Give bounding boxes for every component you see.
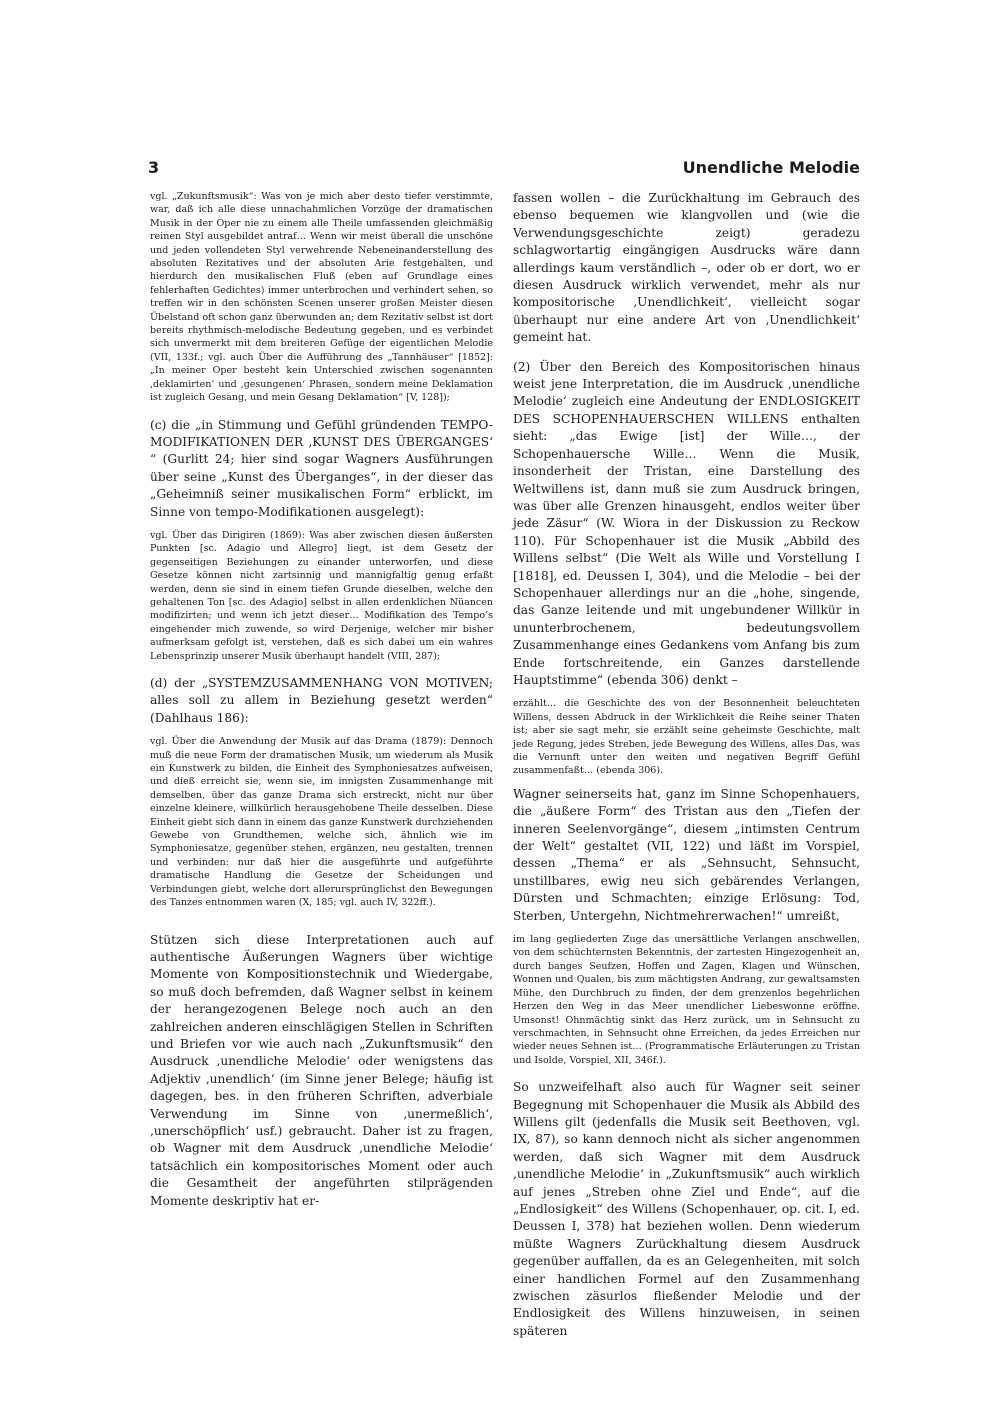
quote-zukunftsmusik: vgl. „Zukunftsmusik“: Was von je mich aber desto tiefer verstimmte, war, daß ich alle diese unnachahmlichen Vorzüge der dramatischen Musik in der Oper nie zu einem alle Theile umfassenden gleichmäßig reinen Styl ausgebildet antraf… Wenn wir meist überall die unschöne und jeden vollendeten Styl verwehrende Nebeneinanderstellung des absoluten Rezitatives und der absoluten Arie festgehalten, und hierdurch den musikalischen Fluß (eben auf Grundlage eines fehlerhaften Gedichtes) immer unterbrochen und verhindert sehen, so treffen wir in den schönsten Scenen unserer großen Meister diesen Übelstand oft schon ganz überwunden an; dem Rezitativ selbst ist dort bereits rhythmisch-melodische Bedeutung gegeben, und es verbindet sich unvermerkt mit dem breiteren Gefüge der eigentlichen Melodie (VII, 133f.; vgl. auch Über die Aufführung des „Tannhäuser“ [1852]: „In meiner Oper besteht kein Unterschied zwischen sogenannten ‚deklamirten‘ und ‚gesungenen‘ Phrasen, sondern meine Deklamation ist zugleich Gesang, und mein Gesang Deklamation“ [V, 128]); (150, 191, 493, 404)
paragraph-continuation: fassen wollen – die Zurückhaltung im Gebrauch des ebenso bequemen wie klangvollen und (wie die Verwendungsgeschichte zeigt) geradezu schlagwortartig eingängigen Ausdrucks wäre dann allerdings kaum verständlich –, oder ob er dort, wo er diesen Ausdruck wirklich verwendet, mehr als nur kompositorische ‚Unendlichkeit‘, vielleicht sogar überhaupt nur eine andere Art von ‚Unendlichkeit‘ gemeint hat. (513, 191, 860, 345)
point-d-paragraph: (d) der „SYSTEMZUSAMMENHANG VON MOTIVEN; alles soll zu allem in Beziehung gesetzt werden“ (Dahlhaus 186): (150, 676, 493, 725)
quote-anwendung: vgl. Über die Anwendung der Musik auf das Drama (1879): Dennoch muß die neue Form der dramatischen Musik, um wiederum als Musik ein Kunstwerk zu bilden, die Einheit des Symphoniesatzes aufweisen, und dieß erreicht sie, wenn sie, im innigsten Zusammenhange mit demselben, über das ganze Drama sich erstreckt, nicht nur über einzelne kleinere, willkürlich herausgehobene Theile desselben. Diese Einheit giebt sich dann in einem das ganze Kunstwerk durchziehenden Gewebe von Grundthemen, welche sich, ähnlich wie im Symphoniesatze, gegenüber stehen, ergänzen, neu gestalten, trennen und verbinden: nur daß hier die ausgeführte und aufgeführte dramatische Handlung die Gesetze der Scheidungen und Verbindungen giebt, welche dort allerursprünglichst den Bewegungen des Tanzes entnommen waren (X, 185; vgl. auch IV, 322ff.). (150, 736, 493, 909)
running-title: Unendliche Melodie (682, 158, 860, 177)
paragraph-so: So unzweifelhaft also auch für Wagner seit seiner Begegnung mit Schopenhauer die Musik als Abbild des Willens gilt (jedenfalls die Musik seit Beethoven, vgl. IX, 87), so kann dennoch nicht als sicher angenommen werden, daß sich Wagner mit dem Ausdruck ‚unendliche Melodie‘ in „Zukunftsmusik“ auch wirklich auf jenes „Streben ohne Ziel und Ende“, auf die „Endlosigkeit“ des Willens (Schopenhauer, op. cit. I, ed. Deussen I, 378) hat beziehen wollen. Denn wiederum müßte Wagners Zurückhaltung diesem Ausdruck gegenüber auffallen, da es an Gelegenheiten, mit solch einer handlichen Formel auf den Zusammenhang zwischen zäsurlos fließender Melodie und der Endlosigkeit des Willens hinzuweisen, in seinen späteren (513, 1080, 860, 1338)
right-column (513, 190, 860, 1340)
page-number: 3 (148, 158, 160, 177)
quote-dirigiren: vgl. Über das Dirigiren (1869): Was aber zwischen diesen äußersten Punkten [sc. Adagio und Allegro] liegt, ist dem Gesetz der gegenseitigen Beziehungen zu einander unterworfen, und diese Gesetze können nicht zartsinnig und mannigfaltig genug erfaßt werden, denn sie sind in einem tiefen Grunde dieselben, welche den gehaltenen Ton [sc. des Adagio] selbst in allen erdenklichen Nüancen modifizirten; und wenn ich jetzt dieser… Modifikation des Tempo’s eingehender mich zuwende, so wird Derjenige, welcher mir bisher aufmerksam gefolgt ist, verstehen, daß es sich dabei um ein wahres Lebensprinzip unserer Musik überhaupt handelt (VIII, 287); (150, 529, 493, 662)
paragraph-wagner: Wagner seinerseits hat, ganz im Sinne Schopenhauers, die „äußere Form“ des Tristan aus den „Tiefen der inneren Seelenvorgänge“, diesem „intimsten Centrum der Welt“ gestaltet (VII, 122) und läßt im Vorspiel, dessen „Thema“ er als „Sehnsucht, Sehnsucht, unstillbares, ewig neu sich gebärendes Verlangen, Dürsten und Schmachten; einzige Erlösung: Tod, Sterben, Untergehn, Nichtmehrerwachen!“ umreißt, (513, 786, 860, 923)
paragraph-stuetzen: Stützen sich diese Interpretationen auch auf authentische Äußerungen Wagners über wichtige Momente von Kompositionstechnik und Wiedergabe, so muß doch befremden, daß Wagner selbst in keinem der herangezogenen Belege noch auch an den zahlreichen anderen einschlägigen Stellen in Schriften und Briefen vor wie auch nach „Zukunftsmusik“ den Ausdruck ‚unendliche Melodie‘ oder wenigstens das Adjektiv ‚unendlich‘ (im Sinne jener Belege; häufig ist dagegen, bes. in den früheren Schriften, adverbiale Verwendung im Sinne von ‚unermeßlich‘, ‚unerschöpflich‘ usf.) gebraucht. Daher ist zu fragen, ob Wagner mit dem Ausdruck ‚unendliche Melodie‘ tatsächlich ein kompositorisches Moment oder auch die Gesamtheit der angeführten stilprägenden Momente deskriptiv hat er- (150, 932, 493, 1208)
quote-tristan: im lang gegliederten Zuge das unersättliche Verlangen anschwellen, von dem schüchternsten Bekenntnis, der zartesten Hingezogenheit an, durch banges Seufzen, Hoffen und Zagen, Klagen und Wünschen, Wonnen und Qualen, bis zum mächtigsten Andrang, zur gewaltsamsten Mühe, den Durchbruch zu finden, der dem grenzenlos begehrlichen Herzen den Weg in das Meer unendlicher Liebeswonne eröffne. Umsonst! Ohnmächtig sinkt das Herz zurück, um in Sehnsucht zu verschmachten, in Sehnsucht ohne Erreichen, da jedes Erreichen nur wieder neues Sehnen ist… (Programmatische Erläuterungen zu Tristan und Isolde, Vorspiel, XII, 346f.). (513, 934, 860, 1066)
page-header (148, 158, 860, 180)
quote-schopenhauer: erzählt… die Geschichte des von der Besonnenheit beleuchteten Willens, dessen Abdruck in der Wirklichkeit die Reihe seiner Thaten ist; aber sie sagt mehr, sie erzählt seine geheimste Geschichte, malt jede Regung, jedes Streben, jede Bewegung des Willens, alles Das, was die Vernunft unter den weiten und negativen Begriff Gefühl zusammenfaßt… (ebenda 306). (513, 698, 860, 777)
left-column (150, 190, 493, 1210)
point-c-paragraph: (c) die „in Stimmung und Gefühl gründenden TEMPO-MODIFIKATIONEN DER ‚KUNST DES ÜBERGANGES‘ “ (Gurlitt 24; hier sind sogar Wagners Ausführungen über seine „Kunst des Überganges“, in der dieser das „Geheimniß seiner musikalischen Form“ erblickt, im Sinne von tempo-Modifikationen ausgelegt): (150, 417, 493, 519)
point-2-paragraph: (2) Über den Bereich des Kompositorischen hinaus weist jene Interpretation, die im Ausdruck ‚unendliche Melodie‘ zugleich eine Andeutung der ENDLOSIGKEIT DES SCHOPENHAUERSCHEN WILLENS enthalten sieht: „das Ewige [ist] der Wille…, der Schopenhauersche Wille… Wenn die Musik, insonderheit der Tristan, eine Darstellung des Weltwillens ist, dann muß sie zum Ausdruck bringen, was über alle Grenzen hinausgeht, endlos weiter über jede Zäsur“ (W. Wiora in der Diskussion zu Reckow 110). Für Schopenhauer ist die Musik „Abbild des Willens selbst“ (Die Welt als Wille und Vorstellung I [1818], ed. Deussen I, 304), und die Melodie – bei der Schopenhauer allerdings nur an die „hohe, singende, das Ganze leitende und mit ungebundener Willkür in ununterbrochenem, bedeutungsvollem Zusammenhange eines Gedankens vom Anfang bis zum Ende fortschreitende, ein Ganzes darstellende Hauptstimme“ (ebenda 306) denkt – (513, 359, 860, 687)
